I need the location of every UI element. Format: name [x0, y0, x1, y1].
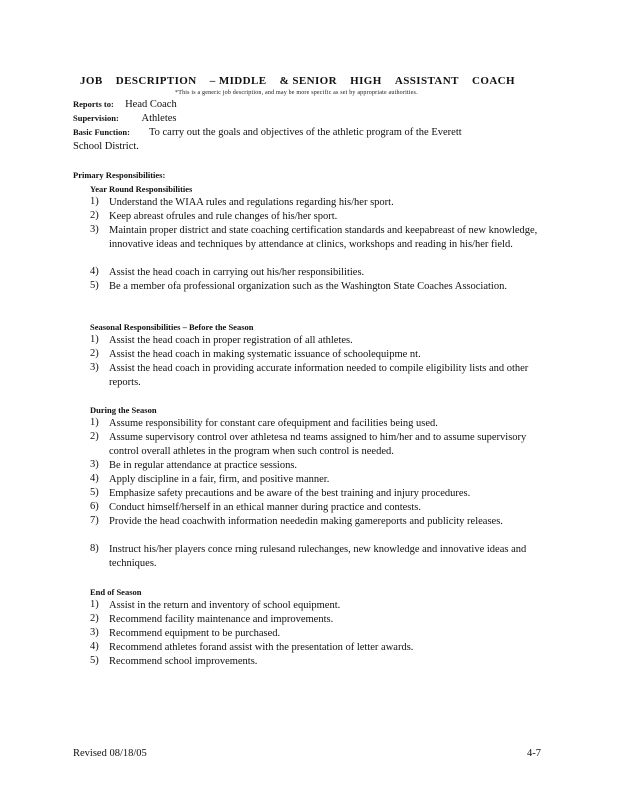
- item-number: 4): [90, 641, 99, 652]
- item-text: Assume supervisory control over athletesa nd teams assigned to him/her and to assume supervisory control overall athletes in the program when such control is needed.: [109, 432, 527, 457]
- revised-date: Revised 08/18/05: [73, 748, 147, 759]
- item-text: Be a member ofa professional organization such as the Washington State Coaches Association.: [109, 281, 507, 292]
- section-list: [90, 334, 540, 390]
- item-text: Assume responsibility for constant care ofequipment and facilities being used.: [109, 418, 438, 429]
- supervision-label: Supervision:: [73, 113, 119, 123]
- item-number: 5): [90, 655, 99, 666]
- section-heading: During the Season: [90, 405, 157, 415]
- supervision-value: Athletes: [141, 113, 177, 124]
- title-part: DESCRIPTION: [115, 75, 197, 87]
- item-text: Recommend equipment to be purchased.: [109, 628, 281, 639]
- item-number: 4): [90, 473, 99, 484]
- section-list: [90, 417, 540, 571]
- item-number: 4): [90, 266, 99, 277]
- basic-function-row: [73, 127, 462, 138]
- item-number: 3): [90, 224, 99, 235]
- item-number: 1): [90, 599, 99, 610]
- basic-function-continuation: School District.: [73, 141, 139, 152]
- item-text: Assist in the return and inventory of school equipment.: [109, 600, 341, 611]
- section-heading: Seasonal Responsibilities – Before the Season: [90, 322, 254, 332]
- item-text: Provide the head coachwith information neededin making gamereports and publicity releases.: [109, 516, 503, 527]
- page-title: [80, 75, 515, 87]
- item-number: 5): [90, 487, 99, 498]
- item-text: Recommend athletes forand assist with the presentation of letter awards.: [109, 642, 414, 653]
- title-part: – MIDDLE: [209, 75, 267, 87]
- item-number: 5): [90, 280, 99, 291]
- item-number: 6): [90, 501, 99, 512]
- reports-to-label: Reports to:: [73, 99, 114, 109]
- title-part: HIGH: [350, 75, 382, 87]
- basic-function-value: To carry out the goals and objectives of the athletic program of the Everett: [148, 127, 462, 138]
- item-text: Instruct his/her players conce rning rulesand rulechanges, new knowledge and innovative ideas and techniques.: [109, 544, 527, 569]
- primary-responsibilities-heading: Primary Responsibilities:: [73, 170, 166, 180]
- item-text: Assist the head coach in carrying out his/her responsibilities.: [109, 267, 365, 278]
- item-text: Understand the WIAA rules and regulations regarding his/her sport.: [109, 197, 394, 208]
- title-part: ASSISTANT: [394, 75, 459, 87]
- reports-to-row: [73, 99, 177, 110]
- section-heading: Year Round Responsibilities: [90, 184, 193, 194]
- title-part: & SENIOR: [279, 75, 337, 87]
- item-number: 3): [90, 459, 99, 470]
- item-text: Keep abreast ofrules and rule changes of his/her sport.: [109, 211, 338, 222]
- item-number: 1): [90, 334, 99, 345]
- item-text: Assist the head coach in proper registration of all athletes.: [109, 335, 353, 346]
- basic-function-label: Basic Function:: [73, 127, 130, 137]
- item-text: Apply discipline in a fair, firm, and positive manner.: [109, 474, 330, 485]
- reports-to-value: Head Coach: [125, 99, 177, 110]
- title-part: JOB: [80, 75, 103, 87]
- item-number: 3): [90, 627, 99, 638]
- item-number: 7): [90, 515, 99, 526]
- page-number: 4-7: [527, 748, 541, 759]
- supervision-row: [73, 113, 177, 124]
- section-list: [90, 599, 540, 669]
- item-number: 8): [90, 543, 99, 554]
- section-list: [90, 196, 540, 308]
- item-text: Assist the head coach in providing accurate information needed to compile eligibility lists and other reports.: [109, 363, 529, 388]
- item-text: Be in regular attendance at practice sessions.: [109, 460, 298, 471]
- item-text: Conduct himself/herself in an ethical manner during practice and contests.: [109, 502, 421, 513]
- item-number: 2): [90, 431, 99, 442]
- generic-note: *This is a generic job description, and may be more specific as set by appropriate authorities.: [175, 90, 418, 96]
- item-number: 2): [90, 613, 99, 624]
- item-text: Assist the head coach in making systematic issuance of schoolequipme nt.: [109, 349, 421, 360]
- section-heading: End of Season: [90, 587, 142, 597]
- title-part: COACH: [472, 75, 515, 87]
- item-text: Emphasize safety precautions and be aware of the best training and injury procedures.: [109, 488, 471, 499]
- item-number: 2): [90, 348, 99, 359]
- item-text: Recommend school improvements.: [109, 656, 258, 667]
- item-number: 3): [90, 362, 99, 373]
- item-number: 2): [90, 210, 99, 221]
- item-number: 1): [90, 417, 99, 428]
- item-text: Maintain proper district and state coaching certification standards and keepabreast of new knowledge, innovative ideas and techniques by attendance at clinics, workshops and reading in his/her field.: [109, 225, 538, 250]
- item-text: Recommend facility maintenance and improvements.: [109, 614, 334, 625]
- item-number: 1): [90, 196, 99, 207]
